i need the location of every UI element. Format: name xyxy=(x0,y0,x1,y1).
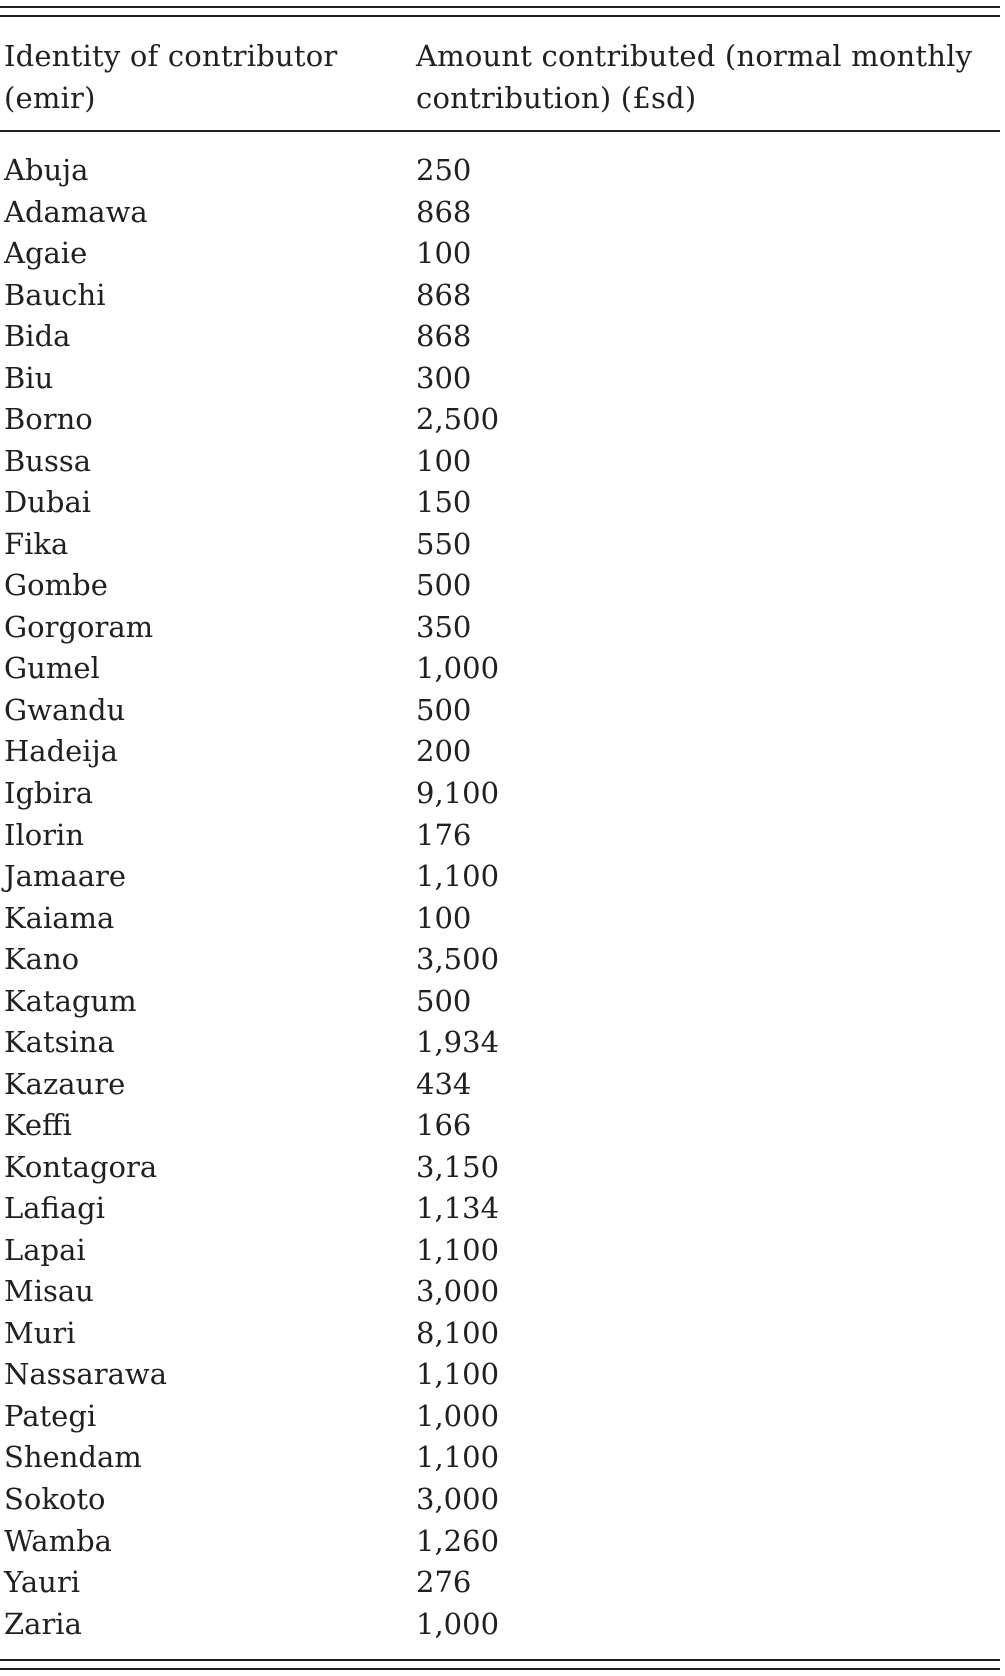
table-row xyxy=(0,565,1000,607)
contributor-name: Adamawa xyxy=(4,194,148,229)
contributor-name: Gombe xyxy=(4,568,108,603)
table-row xyxy=(0,399,1000,441)
contribution-amount: 3,500 xyxy=(416,942,500,977)
header-rule xyxy=(0,130,1000,132)
contributor-name: Yauri xyxy=(4,1565,80,1600)
contributor-name: Zaria xyxy=(4,1606,82,1641)
contributor-name: Muri xyxy=(4,1315,76,1350)
contribution-amount: 500 xyxy=(416,983,472,1018)
contributor-name: Kazaure xyxy=(4,1066,126,1101)
contribution-amount: 550 xyxy=(416,526,472,561)
table-row xyxy=(0,981,1000,1023)
contributor-name: Abuja xyxy=(4,153,89,187)
header-amount: Amount contributed (normal monthly contribution) (£sd) xyxy=(416,39,973,115)
contributor-name: Agaie xyxy=(4,236,88,271)
contributor-name: Katsina xyxy=(4,1025,115,1060)
table-row xyxy=(0,275,1000,317)
contribution-amount: 1,100 xyxy=(416,1232,500,1267)
table-row xyxy=(0,1313,1000,1355)
contributor-name: Misau xyxy=(4,1274,94,1309)
table-row xyxy=(0,1022,1000,1064)
table-row xyxy=(0,815,1000,857)
table-row xyxy=(0,1521,1000,1563)
contributor-name: Nassarawa xyxy=(4,1357,167,1392)
contribution-amount: 868 xyxy=(416,194,472,229)
contribution-amount: 166 xyxy=(416,1108,472,1143)
contributor-name: Lafiagi xyxy=(4,1191,106,1226)
contribution-amount: 1,000 xyxy=(416,1606,500,1641)
contribution-amount: 1,000 xyxy=(416,1398,500,1433)
bottom-rule-outer xyxy=(0,1668,1000,1670)
table-row xyxy=(0,441,1000,483)
contribution-amount: 350 xyxy=(416,609,472,644)
table-row xyxy=(0,1562,1000,1604)
table-row xyxy=(0,233,1000,275)
contribution-amount: 276 xyxy=(416,1565,472,1600)
table-row xyxy=(0,1437,1000,1479)
contributor-name: Borno xyxy=(4,402,93,437)
table-row xyxy=(0,1479,1000,1521)
contributor-name: Sokoto xyxy=(4,1482,106,1516)
contribution-amount: 868 xyxy=(416,319,472,354)
contribution-amount: 1,134 xyxy=(416,1191,500,1226)
contributor-name: Igbira xyxy=(4,775,94,810)
bottom-rule-inner xyxy=(0,1659,1000,1661)
table-row xyxy=(0,1354,1000,1396)
contribution-amount: 3,000 xyxy=(416,1274,500,1309)
contributor-name: Gumel xyxy=(4,651,100,686)
contribution-amount: 500 xyxy=(416,692,472,727)
contributor-name: Bussa xyxy=(4,443,92,478)
contributor-name: Kontagora xyxy=(4,1149,158,1184)
table-row xyxy=(0,856,1000,898)
contributor-name: Kano xyxy=(4,942,80,977)
contribution-amount: 500 xyxy=(416,568,472,603)
table-row xyxy=(0,524,1000,566)
contributor-name: Katagum xyxy=(4,983,137,1018)
table-row xyxy=(0,192,1000,234)
table-row xyxy=(0,1396,1000,1438)
contributor-name: Kaiama xyxy=(4,900,115,935)
contribution-amount: 1,000 xyxy=(416,651,500,686)
table-row xyxy=(0,1230,1000,1272)
contribution-amount: 1,100 xyxy=(416,859,500,894)
table-row xyxy=(0,898,1000,940)
table-row xyxy=(0,1147,1000,1189)
contribution-amount: 3,000 xyxy=(416,1482,500,1516)
table-row xyxy=(0,773,1000,815)
contribution-amount: 100 xyxy=(416,236,472,271)
table-row xyxy=(0,939,1000,981)
contributor-name: Keffi xyxy=(4,1108,72,1143)
contributor-name: Bida xyxy=(4,319,71,354)
table-row xyxy=(0,150,1000,192)
contribution-amount: 2,500 xyxy=(416,402,500,437)
contributor-name: Gorgoram xyxy=(4,609,154,644)
top-rule-inner xyxy=(0,15,1000,17)
table-row xyxy=(0,731,1000,773)
contribution-amount: 434 xyxy=(416,1066,472,1101)
table-row xyxy=(0,690,1000,732)
contribution-amount: 9,100 xyxy=(416,775,500,810)
header-contributor: Identity of contributor (emir) xyxy=(4,39,338,115)
table-row xyxy=(0,1105,1000,1147)
contribution-amount: 8,100 xyxy=(416,1315,500,1350)
table-header xyxy=(0,35,1000,125)
contribution-amount: 1,100 xyxy=(416,1357,500,1392)
table-row xyxy=(0,1271,1000,1313)
contribution-amount: 100 xyxy=(416,443,472,478)
contributor-name: Fika xyxy=(4,526,69,561)
table-row xyxy=(0,607,1000,649)
table-row xyxy=(0,358,1000,400)
contribution-amount: 3,150 xyxy=(416,1149,500,1184)
contributor-name: Jamaare xyxy=(4,859,127,894)
contribution-amount: 868 xyxy=(416,277,472,312)
contributor-name: Gwandu xyxy=(4,692,126,727)
contribution-amount: 1,260 xyxy=(416,1523,500,1558)
contribution-amount: 176 xyxy=(416,817,472,852)
contribution-amount: 100 xyxy=(416,900,472,935)
contributor-name: Bauchi xyxy=(4,277,106,312)
contributor-name: Biu xyxy=(4,360,54,395)
table-row xyxy=(0,1064,1000,1106)
table-row xyxy=(0,1188,1000,1230)
table-row xyxy=(0,316,1000,358)
contribution-amount: 300 xyxy=(416,360,472,395)
top-rule-outer xyxy=(0,6,1000,8)
contribution-amount: 250 xyxy=(416,153,472,187)
contributor-name: Pategi xyxy=(4,1398,97,1433)
contribution-amount: 1,934 xyxy=(416,1025,500,1060)
contribution-amount: 150 xyxy=(416,485,472,520)
table-row xyxy=(0,482,1000,524)
table-row xyxy=(0,648,1000,690)
contributor-name: Dubai xyxy=(4,485,92,520)
table-row xyxy=(0,1604,1000,1646)
contributor-name: Lapai xyxy=(4,1232,86,1267)
contributor-name: Shendam xyxy=(4,1440,142,1475)
table-body xyxy=(0,150,1000,1645)
contributor-name: Wamba xyxy=(4,1523,112,1558)
contribution-amount: 1,100 xyxy=(416,1440,500,1475)
contributor-name: Hadeija xyxy=(4,734,118,769)
contribution-amount: 200 xyxy=(416,734,472,769)
contributor-name: Ilorin xyxy=(4,817,85,852)
